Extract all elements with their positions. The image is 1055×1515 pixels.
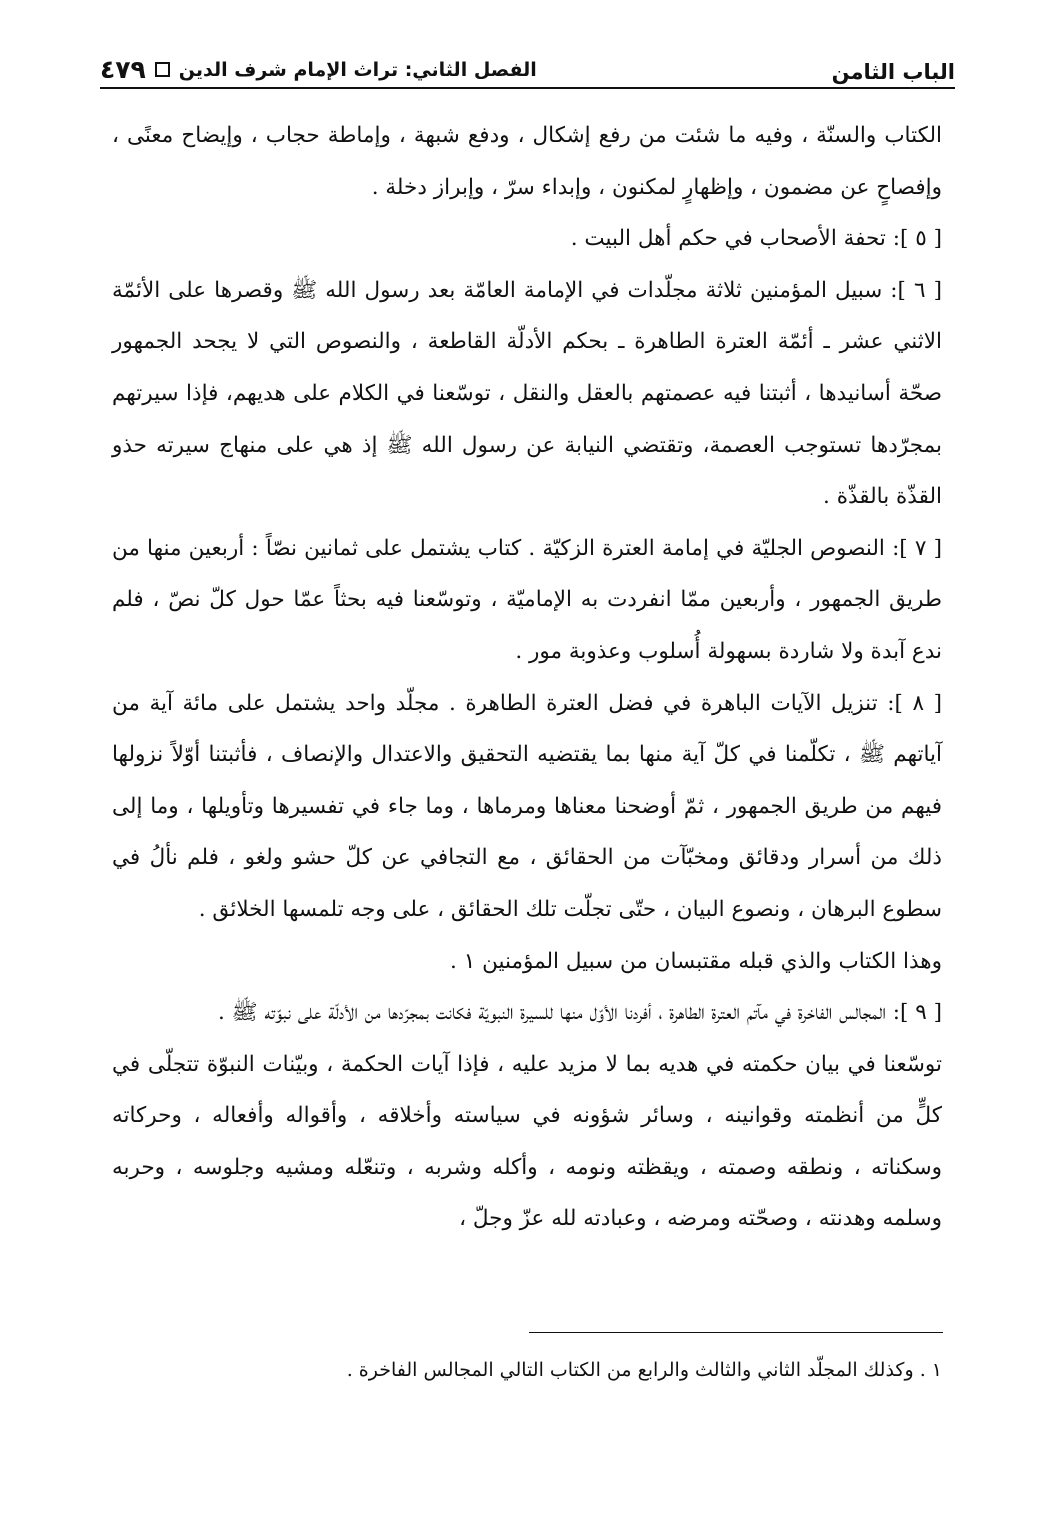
paragraph-item-7: [ ٧ ]: النصوص الجليّة في إمامة العترة الزكيّة . كتاب يشتمل على ثمانين نصّاً : أربعين منها من طريق الجمهور ، وأربعين ممّا انفردت به الإماميّة ، وتوسّعنا فيه بحثاً عمّا حول كلّ نصّ ، فلم ندع آبدة ولا شاردة بسهولة أُسلوب وعذوبة مور . (112, 535, 942, 664)
footnote: ١ . وكذلك المجلّد الثاني والثالث والرابع من الكتاب التالي المجالس الفاخرة . (346, 1359, 942, 1381)
square-separator-icon (155, 62, 170, 77)
footnote-divider (529, 1332, 943, 1333)
paragraph-item-9: [ ٩ ]: المجالس الفاخرة في مآتم العترة الطاهرة ، أفردنا الأوّل منها للسيرة النبويّة فكانت بمجرّدها من الأدلّة على نبوّته ﷺ . (218, 1000, 942, 1026)
header-divider (100, 87, 955, 89)
main-text (112, 110, 942, 1245)
chapter-title: الباب الثامن (831, 60, 955, 84)
paragraph-note: وهذا الكتاب والذي قبله مقتبسان من سبيل المؤمنين ١ . (450, 948, 942, 974)
page-number: ٤٧٩ (100, 55, 146, 84)
section-header (100, 55, 537, 84)
paragraph-item-6: [ ٦ ]: سبيل المؤمنين ثلاثة مجلّدات في الإمامة العامّة بعد رسول الله ﷺ وقصرها على الأئمّة الاثني عشر ـ أئمّة العترة الطاهرة ـ بحكم الأدلّة القاطعة ، والنصوص التي لا يجحد الجمهور صحّة أسانيدها ، أثبتنا فيه عصمتهم بالعقل والنقل ، توسّعنا في الكلام على هديهم، فإذا سيرتهم بمجرّدها تستوجب العصمة، وتقتضي النيابة عن رسول الله ﷺ إذ هي على منهاج سيرته حذو القذّة بالقذّة . (112, 277, 942, 510)
paragraph-item-5: [ ٥ ]: تحفة الأصحاب في حكم أهل البيت . (570, 226, 942, 252)
section-title: الفصل الثاني: تراث الإمام شرف الدين (178, 58, 537, 81)
paragraph-item-8: [ ٨ ]: تنزيل الآيات الباهرة في فضل العترة الطاهرة . مجلّد واحد يشتمل على مائة آية من آياتهم ﷺ ، تكلّمنا في كلّ آية منها بما يقتضيه التحقيق والاعتدال والإنصاف ، فأثبتنا أوّلاً نزولها فيهم من طريق الجمهور ، ثمّ أوضحنا معناها ومرماها ، وما جاء في تفسيرها وتأويلها ، وما إلى ذلك من أسرار ودقائق ومخبّآت من الحقائق ، مع التجافي عن كلّ حشو ولغو ، فلم نألُ في سطوع البرهان ، ونصوع البيان ، حتّى تجلّت تلك الحقائق ، على وجه تلمسها الخلائق . (112, 690, 942, 922)
paragraph-continuation: الكتاب والسنّة ، وفيه ما شئت من رفع إشكال ، ودفع شبهة ، وإماطة حجاب ، وإيضاح معنًى ، وإفصاحٍ عن مضمون ، وإظهارٍ لمكنون ، وإبداء سرّ ، وإبراز دخلة . (112, 123, 942, 200)
paragraph-continued: توسّعنا في بيان حكمته في هديه بما لا مزيد عليه ، فإذا آيات الحكمة ، وبيّنات النبوّة تتجلّى في كلٍّ من أنظمته وقوانينه ، وسائر شؤونه في سياسته وأخلاقه ، وأقواله وأفعاله ، وحركاته وسكناته ، ونطقه وصمته ، ويقظته ونومه ، وأكله وشربه ، وتنعّله ومشيه وجلوسه ، وحربه وسلمه وهدنته ، وصحّته ومرضه ، وعبادته لله عزّ وجلّ ، (112, 1051, 942, 1232)
running-header (100, 38, 955, 84)
